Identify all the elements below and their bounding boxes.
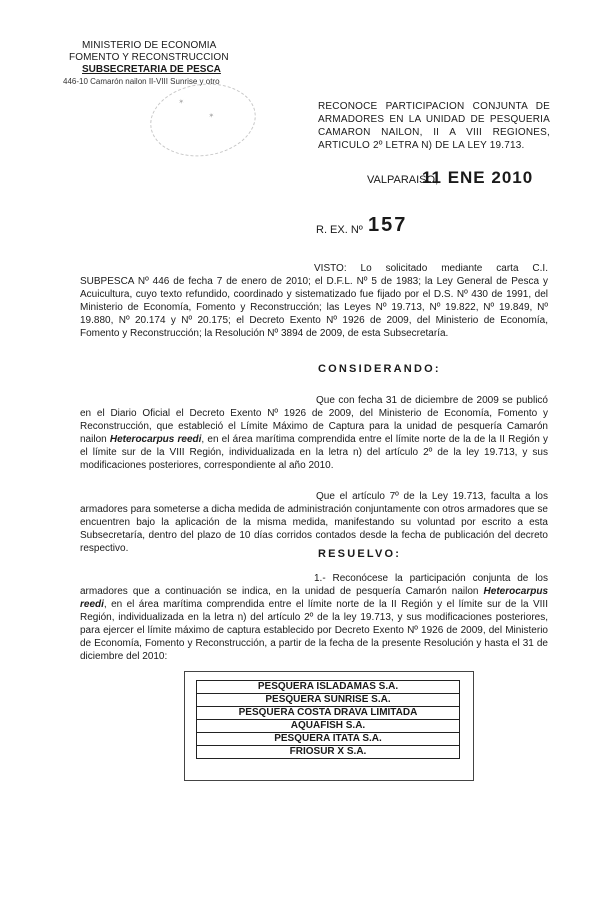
table-row [197,720,460,733]
company-name: AQUAFISH S.A. [197,720,460,733]
considerando-heading: CONSIDERANDO: [318,363,441,375]
table-row [197,733,460,746]
ministry-name-line2: FOMENTO Y RECONSTRUCCION [69,52,229,63]
visto-paragraph [80,262,548,340]
species-name: Heterocarpus reedi [80,586,548,610]
ministry-name: MINISTERIO DE ECONOMIA [82,40,217,51]
resuelvo-heading: RESUELVO: [318,548,402,560]
considerando-paragraph-1 [80,394,548,472]
species-name: Heterocarpus reedi [109,434,202,445]
table-row [197,681,460,694]
considerando-paragraph-2: Que el artículo 7º de la Ley 19.713, faculta a los armadores para someterse a dicha medida de administración conjuntamente con otros armadores que se encuentren bajo la aplicación de la misma medida, manifestando su voluntad por escrito a esta Subsecretaría, dentro del plazo de 10 días corridos contados desde la fecha de publicación del decreto respectivo. [80,491,548,554]
company-name: FRIOSUR X S.A. [197,746,460,759]
reference-line: 446-10 Camarón nailon II-VIII Sunrise y otro [63,77,220,86]
resolution-number: 157 [368,214,408,236]
considerando-p1-before: Que con fecha 31 de diciembre de 2009 se publicó en el Diario Oficial el Decreto Exento Nº 1926 de 2009, del Ministerio de Economía, Fomento y Reconstrucción, que estableció el Límite Máximo de Captura para la unidad de pesquería Camarón nailon [80,395,548,445]
resuelvo-p1-before: 1.- Reconócese la participación conjunta de los armadores que a continuación se indica, en la unidad de pesquería Camarón nailon [80,573,548,597]
company-name: PESQUERA ITATA S.A. [197,733,460,746]
table-row [197,694,460,707]
resuelvo-paragraph-1 [80,572,548,663]
resuelvo-p1-after: , en el área marítima comprendida entre el límite norte de la II Región y el límite sur de la VIII Región, individualizada en la letra n) del artículo 2º de la ley 19.713, y sus modificaciones posteriores, para ejercer el límite máximo de captura establecido por Decreto Exento Nº 1926 de 2009, del Ministerio de Economía, Fomento y Reconstrucción, a partir de la fecha de la presente Resolución y hasta el 31 de diciembre del 2010: [80,599,548,662]
resolution-label: R. EX. Nº [316,224,363,236]
considerando-p1-after: , en el área marítima comprendida entre el límite norte de la de la II Región y el límite sur de la VIII Región, individualizada en la letra n) del artículo 2º de la ley 19.713, y sus modificaciones posteriores, correspondiente al año 2010. [80,434,548,471]
official-seal: ✶ ✶ [146,77,261,163]
place-label: VALPARAISO, [367,174,439,186]
visto-lead: VISTO: [314,263,347,274]
date-stamp: 11 ENE 2010 [422,168,534,187]
table-row [197,707,460,720]
companies-table [196,680,460,759]
resolution-subject: RECONOCE PARTICIPACION CONJUNTA DE ARMADORES EN LA UNIDAD DE PESQUERIA CAMARON NAILON, II A VIII REGIONES, ARTICULO 2º LETRA N) DE LA LEY 19.713. [318,101,550,151]
company-name: PESQUERA SUNRISE S.A. [197,694,460,707]
visto-text: Lo solicitado mediante carta C.I. SUBPESCA Nº 446 de fecha 7 de enero de 2010; el D.F.L. Nº 5 de 1983; la Ley General de Pesca y Acuicultura, cuyo texto refundido, coordinado y sistematizado fue fijado por el D.S. Nº 430 de 1991, del Ministerio de Economía, Fomento y Reconstrucción; las Leyes Nº 19.713, Nº 19.822, Nº 19.849, Nº 19.880, Nº 20.174 y Nº 20.175; el Decreto Exento Nº 1926 de 2009, del Ministerio de Economía, Fomento y Reconstrucción; la Resolución Nº 3894 de 2009, de esta Subsecretaría. [80,263,548,339]
company-name: PESQUERA ISLADAMAS S.A. [197,681,460,694]
table-row [197,746,460,759]
company-name: PESQUERA COSTA DRAVA LIMITADA [197,707,460,720]
subsecretaria-name: SUBSECRETARIA DE PESCA [82,64,221,75]
